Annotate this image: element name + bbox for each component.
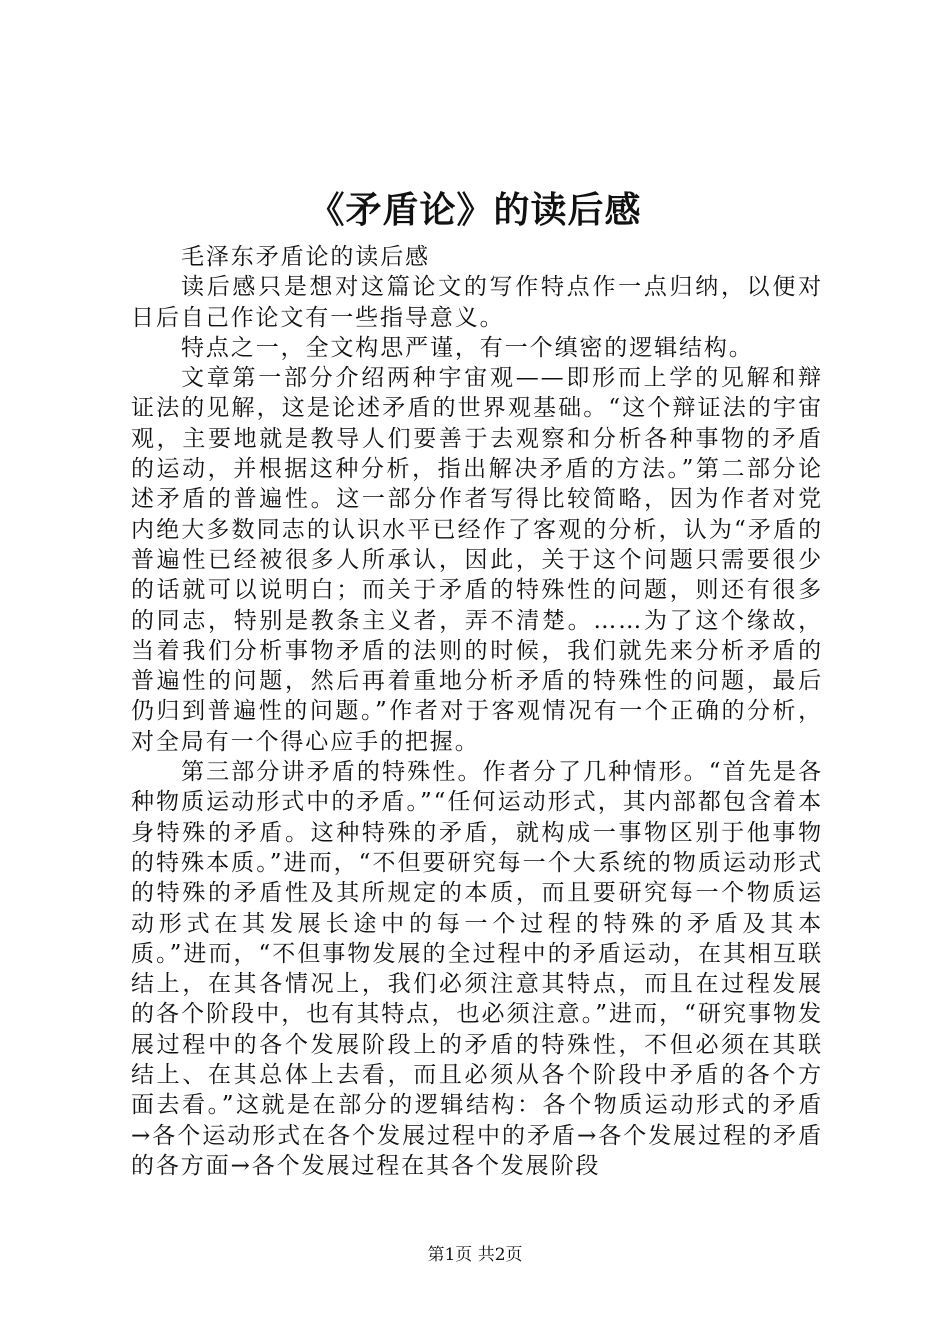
paragraph-part-one-two: 文章第一部分介绍两种宇宙观——即形而上学的见解和辩证法的见解，这是论述矛盾的世界观基础。“这个辩证法的宇宙观，主要地就是教导人们要善于去观察和分析各种事物的矛盾的运动，并根据这种分析，指出解决矛盾的方法。”第二部分论述矛盾的普遍性。这一部分作者写得比较简略，因为作者对党内绝大多数同志的认识水平已经作了客观的分析，认为“矛盾的普遍性已经被很多人所承认，因此，关于这个问题只需要很少的话就可以说明白；而关于矛盾的特殊性的问题，则还有很多的同志，特别是教条主义者，弄不清楚。……为了这个缘故，当着我们分析事物矛盾的法则的时候，我们就先来分析矛盾的普遍性的问题，然后再着重地分析矛盾的特殊性的问题，最后仍归到普遍性的问题。”作者对于客观情况有一个正确的分析，对全局有一个得心应手的把握。 — [131, 365, 823, 755]
paragraph-subtitle: 毛泽东矛盾论的读后感 — [181, 244, 430, 270]
document-body — [131, 242, 823, 1181]
page-number-footer: 第1页 共2页 — [427, 1245, 523, 1265]
document-title: 《矛盾论》的读后感 — [308, 189, 642, 231]
paragraph-part-three: 第三部分讲矛盾的特殊性。作者分了几种情形。“首先是各种物质运动形式中的矛盾。”“任何运动形式，其内部都包含着本身特殊的矛盾。这种特殊的矛盾，就构成一事物区别于他事物的特殊本质。”进而，“不但要研究每一个大系统的物质运动形式的特殊的矛盾性及其所规定的本质，而且要研究每一个物质运动形式在其发展长途中的每一个过程的特殊的矛盾及其本质。”进而，“不但事物发展的全过程中的矛盾运动，在其相互联结上，在其各情况上，我们必须注意其特点，而且在过程发展的各个阶段中，也有其特点，也必须注意。”进而，“研究事物发展过程中的各个发展阶段上的矛盾的特殊性，不但必须在其联结上、在其总体上去看，而且必须从各个阶段中矛盾的各个方面去看。”这就是在部分的逻辑结构：各个物质运动形式的矛盾→各个运动形式在各个发展过程中的矛盾→各个发展过程的矛盾的各方面→各个发展过程在其各个发展阶段 — [131, 759, 823, 1179]
paragraph-feature-one: 特点之一，全文构思严谨，有一个缜密的逻辑结构。 — [181, 334, 754, 361]
paragraph-intro: 读后感只是想对这篇论文的写作特点作一点归纳，以便对日后自己作论文有一些指导意义。 — [131, 274, 823, 331]
